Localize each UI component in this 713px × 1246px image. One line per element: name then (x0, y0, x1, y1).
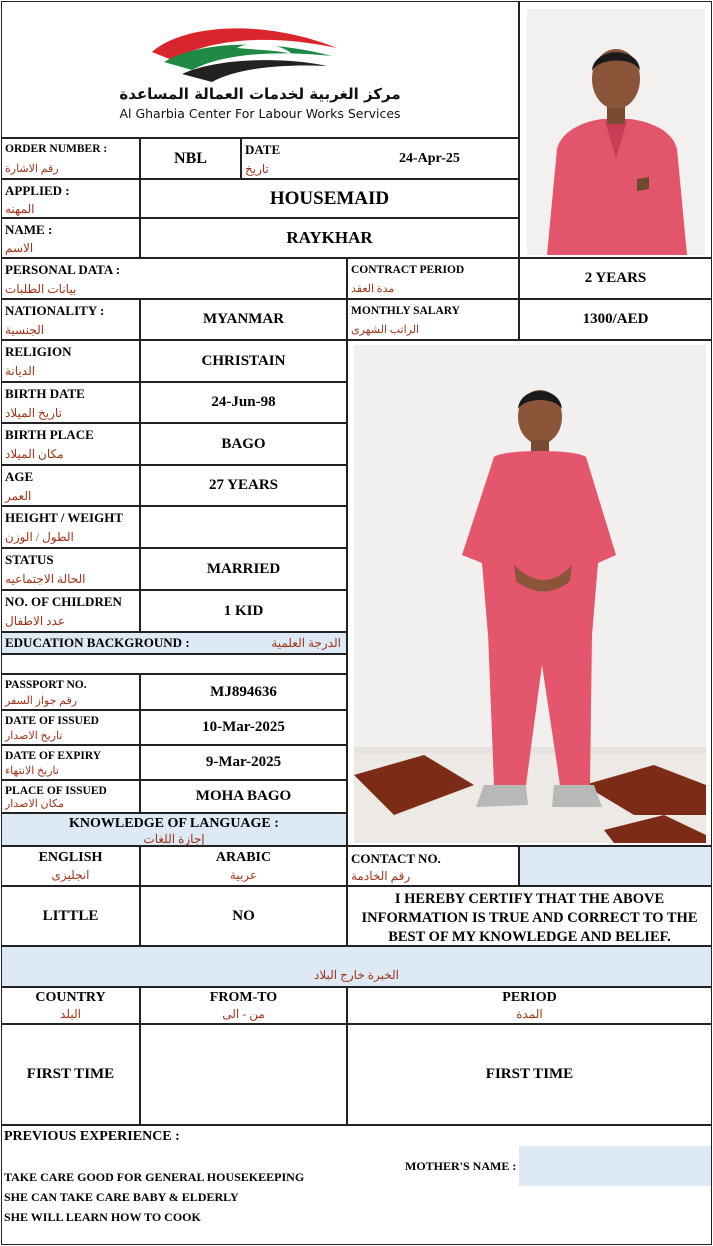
header-logo-box (1, 1, 519, 138)
applied-value-cell (140, 179, 519, 218)
birth-date-label: BIRTH DATE (5, 386, 85, 401)
birth-date-value: 24-Jun-98 (211, 394, 276, 410)
order-number-label-ar: رقم الاشارة (5, 163, 59, 175)
height-weight-label-ar: الطول / الوزن (5, 530, 74, 544)
country-label: COUNTRY (35, 990, 106, 1005)
abroad-experience-label-ar: الخبرة خارج البلاد (314, 968, 399, 982)
data-row-label-cell (1, 299, 140, 340)
experience-line: SHE WILL LEARN HOW TO COOK (4, 1210, 201, 1224)
passport-no-value: MJ894636 (210, 683, 277, 700)
name-value: RAYKHAR (286, 228, 373, 247)
nationality-label: NATIONALITY : (5, 303, 105, 318)
contract-value: 2 YEARS (584, 270, 647, 286)
contact-value (520, 847, 711, 885)
country-header-cell (1, 987, 140, 1024)
age-value: 27 YEARS (208, 477, 279, 493)
data-row-value-cell (140, 423, 347, 465)
applied-label-cell (1, 179, 140, 218)
english-header-cell (1, 846, 140, 886)
passport-label-cell (1, 710, 140, 745)
mother-name-value (519, 1146, 711, 1186)
data-row-label-cell (1, 340, 140, 382)
salary-label-cell (347, 299, 519, 340)
personal-data-label: PERSONAL DATA : (5, 262, 121, 277)
passport-value-cell (140, 745, 347, 780)
age-label: AGE (5, 469, 34, 484)
data-row-value-cell (140, 299, 347, 340)
mother-name-label: MOTHER'S NAME : (405, 1159, 517, 1173)
passport-no-label: PASSPORT NO. (5, 679, 87, 691)
english-value: LITTLE (42, 907, 99, 924)
fromto-label-ar: من - الى (222, 1007, 265, 1021)
contact-label: CONTACT NO. (351, 851, 441, 866)
passport-label-cell (1, 780, 140, 813)
fromto-value-cell (140, 1024, 347, 1125)
data-row-value-cell (140, 506, 347, 548)
language-label: KNOWLEDGE OF LANGUAGE : (69, 816, 279, 831)
previous-experience-section (1, 1125, 712, 1245)
issue-date-label-ar: تاريخ الاصدار (5, 730, 63, 742)
order-number-label: ORDER NUMBER : (5, 143, 108, 155)
birth-place-label-ar: مكان الميلاد (5, 447, 64, 461)
passport-label-cell (1, 745, 140, 780)
arabic-value-cell (140, 886, 347, 946)
period-header-cell (347, 987, 712, 1024)
contact-label-cell (347, 846, 519, 886)
contract-label-ar: مدة العقد (351, 283, 395, 295)
data-row-label-cell (1, 590, 140, 632)
passport-value-cell (140, 710, 347, 745)
portrait-photo-box (519, 1, 712, 258)
name-label-ar: الاسم (5, 241, 34, 255)
arabic-label: ARABIC (215, 850, 272, 865)
religion-value: CHRISTAIN (201, 352, 286, 369)
status-value: MARRIED (206, 560, 281, 577)
issue-place-value: MOHA BAGO (195, 788, 292, 804)
country-value-cell (1, 1024, 140, 1125)
expiry-date-label: DATE OF EXPIRY (5, 750, 102, 762)
abroad-experience-header (1, 946, 712, 987)
full-body-figure-icon (354, 345, 706, 843)
data-row-label-cell (1, 382, 140, 423)
personal-data-cell (1, 258, 347, 299)
applied-label-ar: المهنه (5, 202, 35, 216)
experience-line: TAKE CARE GOOD FOR GENERAL HOUSEKEEPING (4, 1170, 305, 1184)
issue-date-label: DATE OF ISSUED (5, 715, 99, 727)
issue-date-value: 10-Mar-2025 (202, 719, 285, 735)
name-value-cell (140, 218, 519, 258)
salary-label-ar: الراتب الشهرى (351, 324, 420, 336)
contract-label: CONTRACT PERIOD (351, 264, 465, 276)
education-value (2, 655, 346, 673)
arabic-header-cell (140, 846, 347, 886)
period-value-cell (347, 1024, 712, 1125)
arabic-value: NO (232, 907, 255, 924)
children-label-ar: عدد الاطفال (5, 614, 65, 628)
nationality-label-ar: الجنسية (5, 323, 45, 337)
english-value-cell (1, 886, 140, 946)
contact-label-ar: رقم الخادمة (351, 869, 411, 883)
fromto-value (141, 1025, 346, 1124)
period-value: FIRST TIME (485, 1066, 574, 1082)
data-row-value-cell (140, 548, 347, 590)
religion-label-ar: الديانة (5, 364, 36, 378)
arabic-label-ar: عربية (229, 868, 258, 882)
data-row-label-cell (1, 506, 140, 548)
previous-experience-label: PREVIOUS EXPERIENCE : (4, 1129, 180, 1144)
full-photo-box (347, 340, 712, 846)
name-label: NAME : (5, 222, 53, 237)
data-row-label-cell (1, 465, 140, 506)
english-label: ENGLISH (38, 850, 103, 865)
fromto-header-cell (140, 987, 347, 1024)
portrait-figure-icon (527, 9, 705, 255)
height-weight-value (141, 507, 346, 547)
personal-data-label-ar: بيانات الطلبات (5, 282, 77, 296)
expiry-date-label-ar: تاريخ الانتهاء (5, 765, 59, 777)
issue-place-label: PLACE OF ISSUED (5, 785, 107, 797)
salary-value: 1300/AED (582, 311, 649, 327)
period-label: PERIOD (502, 990, 557, 1005)
age-label-ar: العمر (5, 489, 32, 503)
salary-value-cell (519, 299, 712, 340)
experience-line: SHE CAN TAKE CARE BABY & ELDERLY (4, 1190, 239, 1204)
certification-cell (347, 886, 712, 946)
company-name-en: Al Gharbia Center For Labour Works Services (119, 106, 401, 121)
data-row-label-cell (1, 548, 140, 590)
order-number-value: NBL (174, 149, 207, 167)
date-label: DATE (245, 142, 281, 157)
birth-place-value: BAGO (221, 435, 266, 452)
date-label-ar: تاريخ (245, 162, 269, 176)
religion-label: RELIGION (5, 344, 72, 359)
applied-value: HOUSEMAID (269, 187, 390, 209)
height-weight-label: HEIGHT / WEIGHT (5, 510, 124, 525)
language-label-ar: إجازة اللغات (143, 832, 205, 846)
data-row-value-cell (140, 382, 347, 423)
data-row-value-cell (140, 465, 347, 506)
passport-value-cell (140, 780, 347, 813)
data-row-value-cell (140, 590, 347, 632)
salary-label: MONTHLY SALARY (351, 305, 460, 317)
issue-place-label-ar: مكان الاصدار (5, 798, 64, 810)
country-label-ar: البلد (60, 1007, 81, 1021)
passport-value-cell (140, 674, 347, 710)
education-header-cell (1, 632, 347, 654)
education-label-ar: الدرجة العلمية (271, 636, 341, 650)
full-body-photo (354, 345, 706, 843)
name-label-cell (1, 218, 140, 258)
contract-label-cell (347, 258, 519, 299)
order-number-label-cell (1, 138, 140, 179)
data-row-value-cell (140, 340, 347, 382)
contract-value-cell (519, 258, 712, 299)
language-header-cell (1, 813, 347, 846)
passport-no-label-ar: رقم جواز السفر (5, 695, 78, 707)
passport-label-cell (1, 674, 140, 710)
portrait-photo (527, 9, 705, 255)
education-label: EDUCATION BACKGROUND : (5, 635, 190, 650)
contact-value-cell (519, 846, 712, 886)
children-value: 1 KID (223, 602, 264, 619)
english-label-ar: انجليزى (51, 868, 90, 882)
fromto-label: FROM-TO (209, 990, 278, 1005)
date-label-cell (241, 138, 519, 179)
company-name-ar: مركز الغربية لخدمات العمالة المساعدة (119, 85, 401, 103)
birth-date-label-ar: تاريخ الميلاد (5, 406, 62, 420)
country-value: FIRST TIME (26, 1066, 115, 1082)
data-row-label-cell (1, 423, 140, 465)
company-logo-icon (142, 20, 342, 90)
nationality-value: MYANMAR (202, 311, 285, 327)
expiry-date-value: 9-Mar-2025 (205, 754, 282, 770)
certification-text: I HEREBY CERTIFY THAT THE ABOVE INFORMATION IS TRUE AND CORRECT TO THE BEST OF MY KNOWLEDGE AND BELIEF. (361, 891, 698, 945)
date-value: 24-Apr-25 (399, 151, 460, 166)
status-label-ar: الحالة الاجتماعيه (5, 572, 86, 586)
status-label: STATUS (5, 552, 54, 567)
period-label-ar: المدة (516, 1007, 543, 1021)
education-value-cell (1, 654, 347, 674)
order-number-value-cell (140, 138, 241, 179)
birth-place-label: BIRTH PLACE (5, 427, 94, 442)
children-label: NO. OF CHILDREN (5, 594, 122, 609)
applied-label: APPLIED : (5, 183, 70, 198)
